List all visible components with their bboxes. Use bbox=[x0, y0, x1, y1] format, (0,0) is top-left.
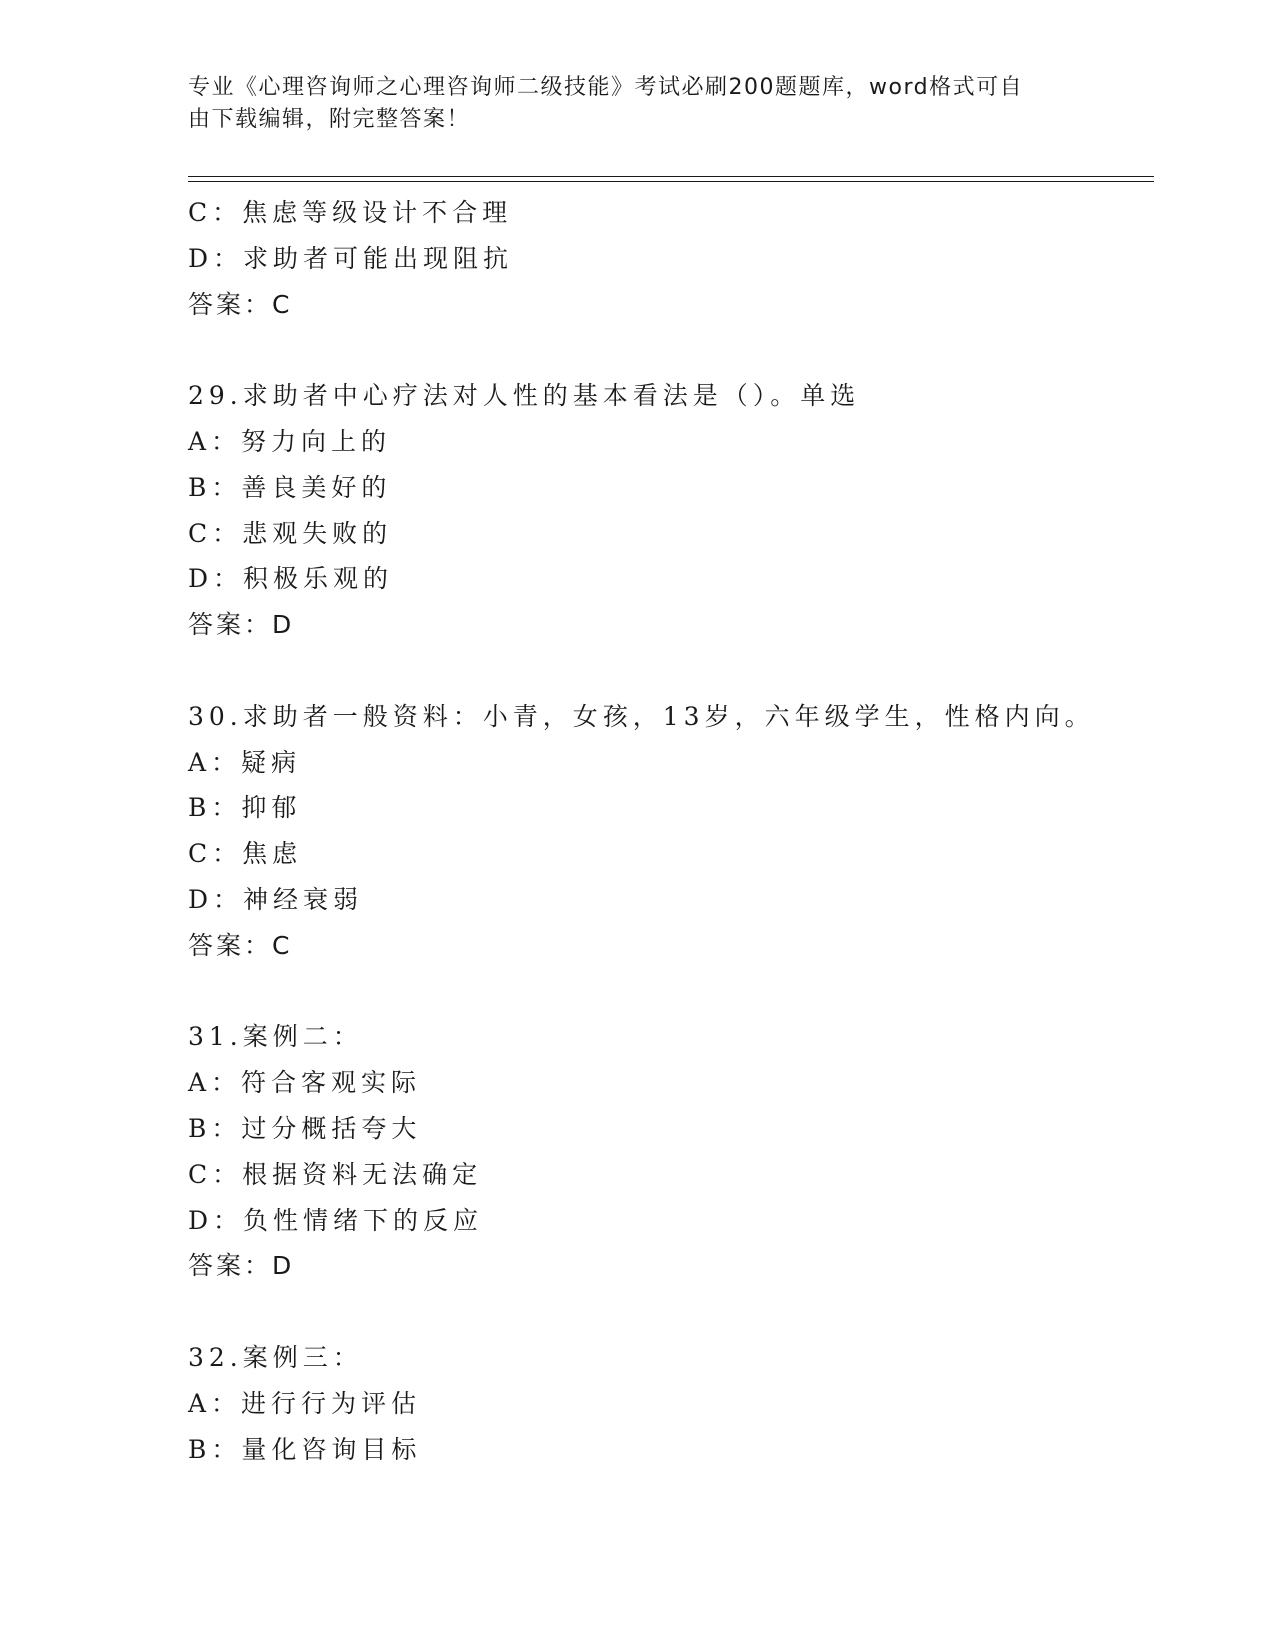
question-28-continued bbox=[188, 190, 1154, 327]
header-title-line-2: 由下载编辑，附完整答案！ bbox=[188, 107, 471, 132]
spacer bbox=[188, 327, 1154, 373]
question-32 bbox=[188, 1335, 1154, 1472]
header-divider-bottom bbox=[188, 181, 1154, 182]
answer: 答案：C bbox=[188, 930, 293, 960]
option-d: D：神经衰弱 bbox=[188, 884, 364, 914]
spacer bbox=[188, 648, 1154, 694]
option-d: D：求助者可能出现阻抗 bbox=[188, 243, 514, 273]
answer: 答案：D bbox=[188, 1251, 295, 1281]
option-b: B：善良美好的 bbox=[188, 472, 392, 502]
option-b: B：量化咨询目标 bbox=[188, 1434, 422, 1464]
question-stem: 31.案例二： bbox=[188, 1022, 363, 1052]
header-title-line-1: 专业《心理咨询师之心理咨询师二级技能》考试必刷200题题库，word格式可自 bbox=[188, 75, 1024, 100]
option-a: A：进行行为评估 bbox=[188, 1388, 422, 1418]
question-list bbox=[188, 190, 1154, 1472]
header-divider-top bbox=[188, 176, 1154, 177]
question-stem: 32.案例三： bbox=[188, 1342, 363, 1372]
question-stem: 30.求助者一般资料：小青，女孩，13岁，六年级学生，性格内向。 bbox=[188, 701, 1095, 731]
option-d: D：负性情绪下的反应 bbox=[188, 1205, 484, 1235]
option-c: C：焦虑 bbox=[188, 839, 303, 869]
option-d: D：积极乐观的 bbox=[188, 564, 394, 594]
option-a: A：疑病 bbox=[188, 747, 302, 777]
question-stem: 29.求助者中心疗法对人性的基本看法是（）。单选 bbox=[188, 381, 861, 411]
question-31 bbox=[188, 1014, 1154, 1289]
question-29 bbox=[188, 373, 1154, 648]
option-b: B：抑郁 bbox=[188, 793, 302, 823]
option-c: C：根据资料无法确定 bbox=[188, 1159, 483, 1189]
question-30 bbox=[188, 694, 1154, 969]
option-a: A：符合客观实际 bbox=[188, 1068, 422, 1098]
spacer bbox=[188, 1289, 1154, 1335]
option-c: C：悲观失败的 bbox=[188, 518, 393, 548]
option-b: B：过分概括夸大 bbox=[188, 1113, 422, 1143]
option-c: C：焦虑等级设计不合理 bbox=[188, 198, 513, 227]
document-header bbox=[188, 72, 1068, 136]
answer: 答案：D bbox=[188, 610, 295, 640]
answer: 答案：C bbox=[188, 289, 293, 319]
option-a: A：努力向上的 bbox=[188, 426, 392, 456]
spacer bbox=[188, 969, 1154, 1015]
